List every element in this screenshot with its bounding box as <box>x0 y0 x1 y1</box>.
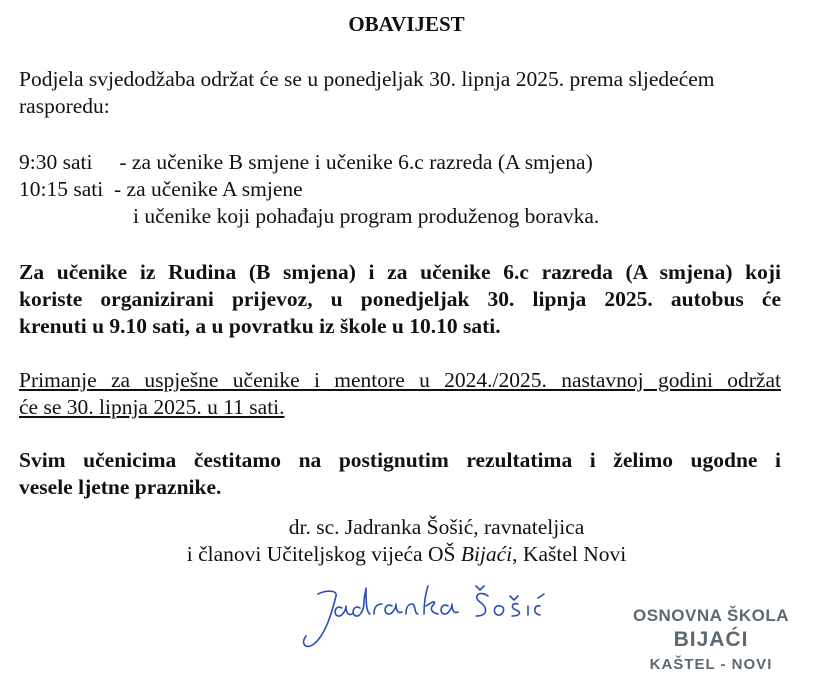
congrats-paragraph <box>19 447 781 501</box>
schedule-time: 9:30 sati <box>19 150 93 174</box>
school-name-italic: Bijaći <box>460 542 513 566</box>
transport-line: krenuti u 9.10 sati, a u povratku iz škole u 10.10 sati. <box>19 314 501 338</box>
council-prefix: i članovi Učiteljskog vijeća OŠ <box>186 542 461 566</box>
schedule-continuation: i učenike koji pohađaju program produženog boravka. <box>133 204 600 228</box>
transport-line: Za učenike iz Rudina (B smjena) i za učenike 6.c razreda (A smjena) koji <box>19 260 781 284</box>
transport-paragraph <box>19 259 781 340</box>
stamp-line: KAŠTEL - NOVI <box>649 656 773 673</box>
handwritten-signature <box>296 582 566 662</box>
schedule-text: - za učenike A smjene <box>114 177 303 201</box>
congrats-line: vesele ljetne praznike. <box>19 475 222 499</box>
intro-line: Podjela svjedodžaba održat će se u ponedjeljak 30. lipnja 2025. prema sljedećem <box>19 67 715 91</box>
schedule-row <box>19 149 781 176</box>
schedule-row <box>19 176 781 203</box>
schedule-time: 10:15 sati <box>19 177 104 201</box>
schedule-text: - za učenike B smjene i učenike 6.c razreda (A smjena) <box>114 150 593 174</box>
schedule-block <box>19 149 781 230</box>
congrats-line: Svim učenicima čestitamo na postignutim rezultatima i želimo ugodne i <box>19 448 781 472</box>
reception-line: Primanje za uspješne učenike i mentore u 2024./2025. nastavnoj godini održat <box>19 368 781 392</box>
intro-line: rasporedu: <box>19 94 110 118</box>
signatory-name: dr. sc. Jadranka Šošić, ravnateljica <box>288 515 585 539</box>
transport-line: koriste organizirani prijevoz, u ponedjeljak 30. lipnja 2025. autobus će <box>19 287 781 311</box>
signature-block <box>0 514 813 568</box>
stamp-line: OSNOVNA ŠKOLA <box>632 606 790 625</box>
reception-paragraph <box>19 367 781 421</box>
school-stamp <box>616 604 806 696</box>
stamp-line: BIJAĆI <box>673 628 749 651</box>
signatory-council <box>0 541 813 568</box>
document-title: OBAVIJEST <box>348 12 465 36</box>
council-suffix: , Kaštel Novi <box>512 542 627 566</box>
reception-line: će se 30. lipnja 2025. u 11 sati. <box>19 395 285 419</box>
intro-paragraph <box>19 66 781 120</box>
